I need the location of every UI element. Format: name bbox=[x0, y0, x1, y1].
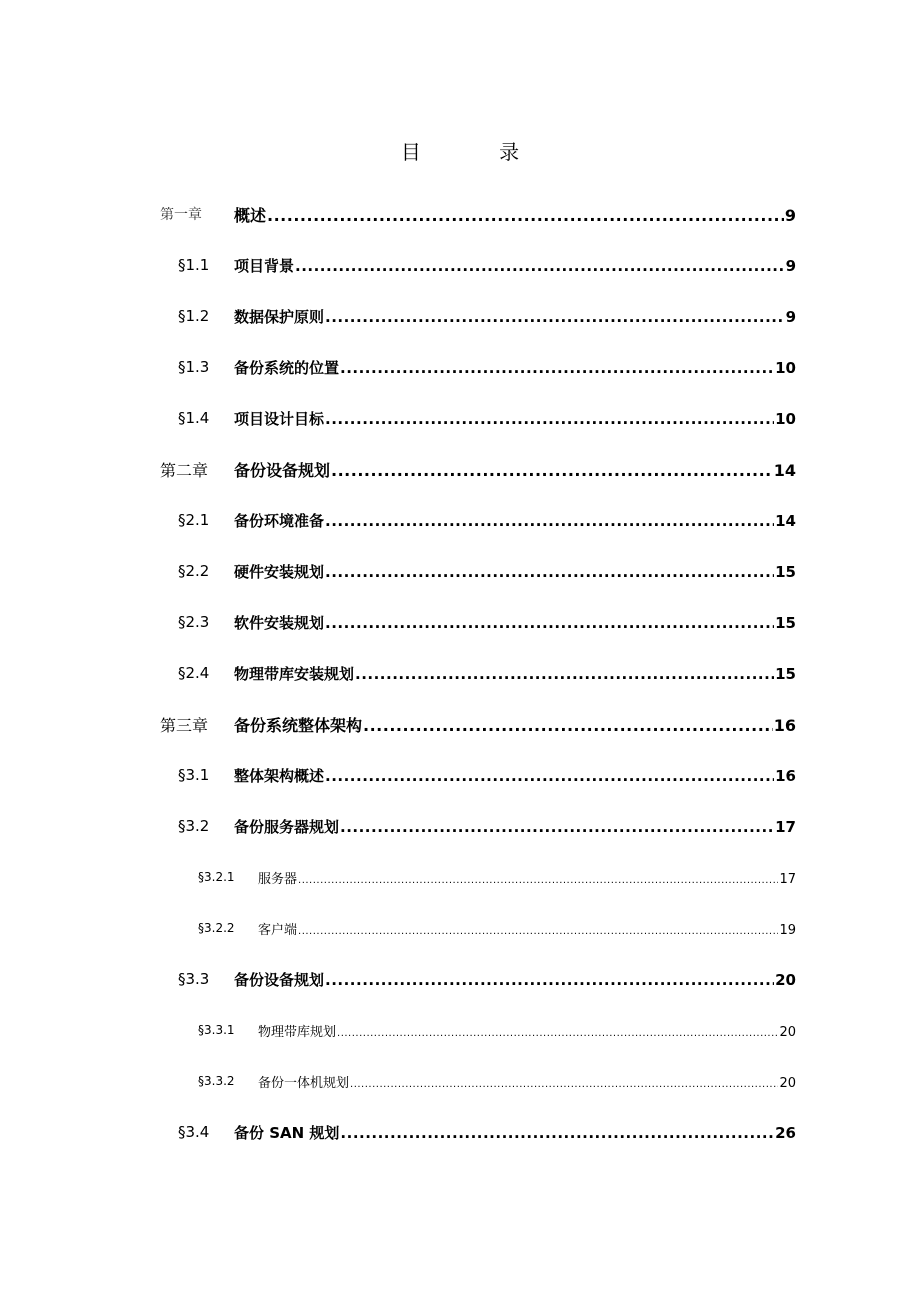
toc-entry-number: §3.1 bbox=[178, 766, 210, 784]
toc-entry[interactable] bbox=[0, 545, 920, 597]
toc-entry-label: 数据保护原则 bbox=[234, 307, 325, 326]
toc-entry-page-number: 9 bbox=[785, 256, 796, 275]
toc-entry[interactable] bbox=[0, 698, 920, 750]
toc-entry-page-number: 9 bbox=[785, 307, 796, 326]
toc-dot-leader bbox=[340, 818, 774, 836]
toc-entry[interactable] bbox=[0, 1106, 920, 1158]
toc-entry-body bbox=[234, 561, 796, 582]
toc-dot-leader bbox=[355, 665, 774, 683]
toc-entry[interactable] bbox=[0, 1055, 920, 1107]
toc-entry-page-number: 20 bbox=[775, 970, 796, 989]
toc-entry-label: 备份一体机规划 bbox=[258, 1075, 350, 1091]
toc-entry-page-number: 20 bbox=[779, 1075, 796, 1091]
toc-dot-leader bbox=[295, 257, 785, 275]
toc-dot-leader bbox=[325, 512, 774, 530]
toc-entry-number: §1.4 bbox=[178, 409, 210, 427]
toc-dot-leader bbox=[325, 410, 774, 428]
toc-entry-page-number: 20 bbox=[779, 1024, 796, 1040]
toc-entry-body bbox=[258, 919, 796, 938]
toc-dot-leader bbox=[350, 1079, 778, 1090]
toc-entry-page-number: 10 bbox=[775, 409, 796, 428]
toc-entry-label: 项目设计目标 bbox=[234, 409, 325, 428]
toc-entry-body bbox=[234, 969, 796, 990]
toc-entry-label: 客户端 bbox=[258, 922, 298, 938]
toc-entry-page-number: 17 bbox=[779, 871, 796, 887]
toc-entry-label: 整体架构概述 bbox=[234, 766, 325, 785]
toc-entry-body bbox=[234, 203, 796, 226]
toc-entry-body bbox=[234, 255, 796, 276]
toc-entry-number: §3.2.2 bbox=[198, 921, 235, 935]
toc-entry-page-number: 15 bbox=[775, 613, 796, 632]
toc-entry-number: §3.3.1 bbox=[198, 1023, 235, 1037]
toc-entry[interactable] bbox=[0, 392, 920, 444]
toc-entry-number: §1.1 bbox=[178, 256, 210, 274]
toc-dot-leader bbox=[325, 971, 774, 989]
toc-dot-leader bbox=[340, 359, 774, 377]
toc-entry[interactable] bbox=[0, 749, 920, 801]
toc-entry-page-number: 17 bbox=[775, 817, 796, 836]
toc-entry[interactable] bbox=[0, 1004, 920, 1056]
toc-entry-page-number: 16 bbox=[775, 766, 796, 785]
toc-entry[interactable] bbox=[0, 902, 920, 954]
toc-dot-leader bbox=[325, 308, 785, 326]
toc-entry-number: §1.3 bbox=[178, 358, 210, 376]
toc-entry-number: §3.2 bbox=[178, 817, 210, 835]
toc-dot-leader bbox=[325, 614, 774, 632]
toc-entry[interactable] bbox=[0, 290, 920, 342]
toc-entry-body bbox=[234, 713, 796, 736]
toc-entry-body bbox=[234, 408, 796, 429]
toc-entry[interactable] bbox=[0, 188, 920, 240]
toc-entry-body bbox=[234, 510, 796, 531]
toc-entry-label: 备份设备规划 bbox=[234, 460, 331, 480]
toc-entry[interactable] bbox=[0, 800, 920, 852]
toc-dot-leader bbox=[325, 563, 774, 581]
toc-entry-number: §2.2 bbox=[178, 562, 210, 580]
toc-entry-label: 备份环境准备 bbox=[234, 511, 325, 530]
toc-entry[interactable] bbox=[0, 596, 920, 648]
toc-entry-page-number: 9 bbox=[784, 205, 796, 225]
toc-entry-body bbox=[234, 306, 796, 327]
toc-dot-leader bbox=[325, 767, 774, 785]
toc-entry-body bbox=[234, 1122, 796, 1143]
toc-entry-number: §2.3 bbox=[178, 613, 210, 631]
page-title: 目 录 bbox=[400, 140, 556, 164]
toc-dot-leader bbox=[267, 206, 784, 225]
toc-entry[interactable] bbox=[0, 851, 920, 903]
toc-entry-number: §1.2 bbox=[178, 307, 210, 325]
toc-dot-leader bbox=[340, 1124, 774, 1142]
toc-entry-body bbox=[234, 612, 796, 633]
toc-entry-body bbox=[234, 816, 796, 837]
toc-entry-label: 物理带库规划 bbox=[258, 1024, 337, 1040]
toc-entry-label: 备份服务器规划 bbox=[234, 817, 340, 836]
toc-entry-body bbox=[234, 357, 796, 378]
toc-entry-page-number: 14 bbox=[773, 460, 796, 480]
toc-entry[interactable] bbox=[0, 647, 920, 699]
toc-entry-body bbox=[258, 1072, 796, 1091]
toc-entry[interactable] bbox=[0, 239, 920, 291]
toc-entry-number: §3.2.1 bbox=[198, 870, 235, 884]
toc-entry-number: §3.3.2 bbox=[198, 1074, 235, 1088]
toc-entry[interactable] bbox=[0, 443, 920, 495]
toc-entry-page-number: 16 bbox=[773, 715, 796, 735]
toc-entry-body bbox=[234, 663, 796, 684]
toc-entry-label: 项目背景 bbox=[234, 256, 295, 275]
toc-dot-leader bbox=[337, 1028, 778, 1039]
toc-entry-body bbox=[234, 765, 796, 786]
toc-entry-page-number: 19 bbox=[779, 922, 796, 938]
toc-entry-number: §3.4 bbox=[178, 1123, 210, 1141]
toc-entry-number: 第三章 bbox=[160, 715, 209, 735]
toc-entry-page-number: 10 bbox=[775, 358, 796, 377]
toc-entry-page-number: 15 bbox=[775, 664, 796, 683]
toc-entry-label: 备份设备规划 bbox=[234, 970, 325, 989]
toc-entry-number: §3.3 bbox=[178, 970, 210, 988]
toc-dot-leader bbox=[331, 461, 773, 480]
toc-entry-number: §2.1 bbox=[178, 511, 210, 529]
toc-entry-label: 备份 SAN 规划 bbox=[234, 1123, 340, 1142]
toc-entry-body bbox=[234, 458, 796, 481]
toc-dot-leader bbox=[298, 875, 778, 886]
toc-entry[interactable] bbox=[0, 953, 920, 1005]
toc-entry-label: 硬件安装规划 bbox=[234, 562, 325, 581]
toc-entry[interactable] bbox=[0, 341, 920, 393]
toc-dot-leader bbox=[298, 926, 778, 937]
toc-entry-number: 第二章 bbox=[160, 460, 209, 480]
toc-entry-label: 服务器 bbox=[258, 871, 298, 887]
toc-entry[interactable] bbox=[0, 494, 920, 546]
toc-entry-label: 概述 bbox=[234, 205, 267, 225]
toc-entry-page-number: 15 bbox=[775, 562, 796, 581]
toc-entry-body bbox=[258, 868, 796, 887]
toc-entry-label: 备份系统整体架构 bbox=[234, 715, 363, 735]
toc-entry-number: §2.4 bbox=[178, 664, 210, 682]
toc-entry-label: 物理带库安装规划 bbox=[234, 664, 355, 683]
toc-entry-number: 第一章 bbox=[160, 207, 202, 223]
toc-dot-leader bbox=[363, 716, 773, 735]
toc-entry-label: 软件安装规划 bbox=[234, 613, 325, 632]
toc-entry-page-number: 14 bbox=[775, 511, 796, 530]
toc-entry-label: 备份系统的位置 bbox=[234, 358, 340, 377]
toc-entry-page-number: 26 bbox=[775, 1123, 796, 1142]
toc-entry-body bbox=[258, 1021, 796, 1040]
